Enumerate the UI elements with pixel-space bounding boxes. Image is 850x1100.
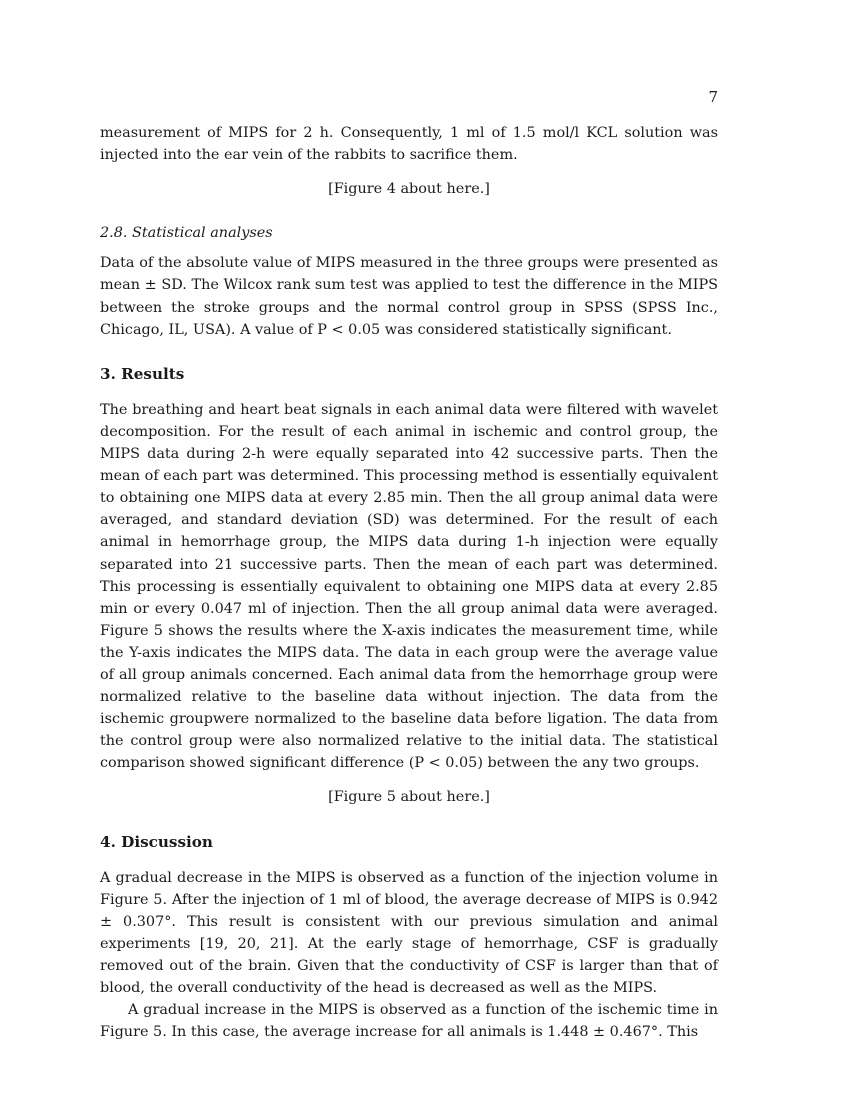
section-2-8-paragraph: Data of the absolute value of MIPS measured in the three groups were presented as mean ± SD. The Wilcox rank sum test was applied to test the difference in the MIPS between the stroke groups and the normal control group in SPSS (SPSS Inc., Chicago, IL, USA). A value of P < 0.05 was considered statistically significant. [100,255,718,338]
figure-5-reference: [Figure 5 about here.] [328,789,490,806]
figure-4-reference: [Figure 4 about here.] [328,181,490,198]
page-number: 7 [708,88,718,106]
section-4-paragraph-1: A gradual decrease in the MIPS is observed as a function of the injection volume in Figure 5. After the injection of 1 ml of blood, the average decrease of MIPS is 0.942 ± 0.307°. This result is consistent with our previous simulation and animal experiments [19, 20, 21]. At the early stage of hemorrhage, CSF is gradually removed out of the brain. Given that the conductivity of CSF is larger than that of blood, the overall conductivity of the head is decreased as well as the MIPS. [100,869,718,997]
section-3-title: 3. Results [100,364,185,383]
section-4-title: 4. Discussion [100,832,213,851]
section-3-paragraph: The breathing and heart beat signals in each animal data were filtered with wavelet decomposition. For the result of each animal in ischemic and control group, the MIPS data during 2-h were equally separated into 42 successive parts. Then the mean of each part was determined. This processing method is essentially equivalent to obtaining one MIPS data at every 2.85 min. Then the all group animal data were averaged, and standard deviation (SD) was determined. For the result of each animal in hemorrhage group, the MIPS data during 1-h injection were equally separated into 21 successive parts. Then the mean of each part was determined. This processing is essentially equivalent to obtaining one MIPS data at every 2.85 min or every 0.047 ml of injection. Then the all group animal data were averaged. Figure 5 shows the results where the X-axis indicates the measurement time, while the Y-axis indicates the MIPS data. The data in each group were the average value of all group animals concerned. Each animal data from the hemorrhage group were normalized relative to the baseline data without injection. The data from the ischemic groupwere normalized to the baseline data before ligation. The data from the control group were also normalized relative to the initial data. The statistical comparison showed significant difference (P < 0.05) between the any two groups. [100,401,718,772]
section-4-paragraph-2: A gradual increase in the MIPS is observed as a function of the ischemic time in Figure 5. In this case, the average increase for all animals is 1.448 ± 0.467°. This [100,1002,718,1041]
section-2-8-title: 2.8. Statistical analyses [100,225,273,242]
paragraph-intro: measurement of MIPS for 2 h. Consequently, 1 ml of 1.5 mol/l KCL solution was injected into the ear vein of the rabbits to sacrifice them. [100,125,718,164]
page-body [100,122,718,1043]
